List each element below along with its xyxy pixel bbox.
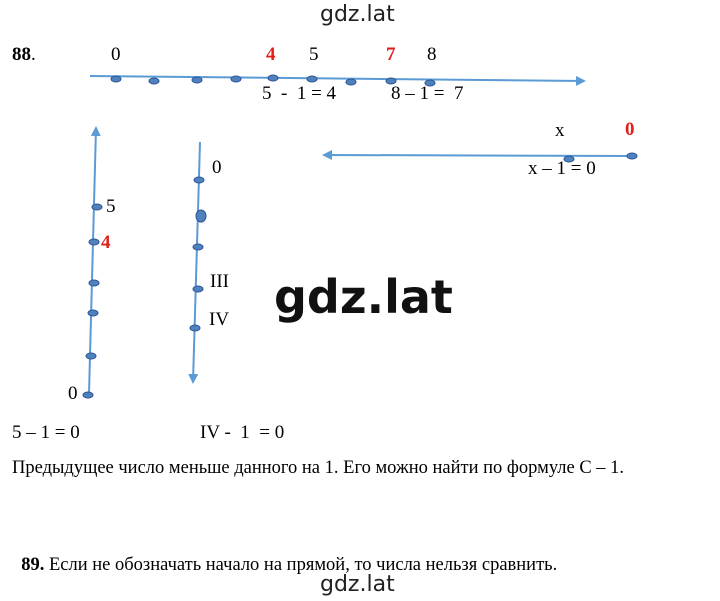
vertical-left-dot — [89, 239, 99, 245]
vertical-left-label-0: 0 — [68, 383, 78, 404]
vertical-right-label-0: 0 — [212, 157, 222, 178]
horizontal-dot — [111, 76, 121, 82]
horizontal-equation-2: 8 – 1 = 7 — [391, 83, 464, 104]
task-89-number: 89. — [21, 555, 45, 575]
task-88-number: 88. — [12, 44, 36, 65]
watermark-center: gdz.lat — [274, 270, 453, 324]
vertical-right-dot — [194, 177, 204, 183]
vertical-left-label-4: 4 — [101, 232, 111, 253]
reverse-dot — [627, 153, 637, 159]
reverse-label-zero: 0 — [625, 119, 635, 140]
vertical-right-dot — [193, 286, 203, 292]
horizontal-dot — [231, 76, 241, 82]
horizontal-label-5: 5 — [309, 44, 319, 65]
horizontal-dot — [149, 78, 159, 84]
vertical-left-equation: 5 – 1 = 0 — [12, 422, 80, 443]
horizontal-label-0: 0 — [111, 44, 121, 65]
vertical-left-dot — [92, 204, 102, 210]
task-89 — [12, 534, 557, 576]
vertical-right-label-iii: III — [210, 271, 229, 292]
reverse-arrow — [324, 155, 632, 156]
horizontal-arrow — [90, 76, 584, 81]
reverse-label-x: x — [555, 120, 565, 141]
horizontal-dot — [268, 75, 278, 81]
task-89-text: Если не обозначать начало на прямой, то числа нельзя сравнить. — [44, 555, 558, 575]
vertical-right-dot — [196, 210, 206, 222]
horizontal-label-4: 4 — [266, 44, 276, 65]
watermark-top: gdz.lat — [320, 2, 395, 27]
horizontal-label-8: 8 — [427, 44, 437, 65]
horizontal-dot — [346, 79, 356, 85]
horizontal-equation-1: 5 - 1 = 4 — [262, 83, 337, 104]
watermark-bottom: gdz.lat — [320, 572, 395, 597]
horizontal-dot — [307, 76, 317, 82]
vertical-left-dot — [83, 392, 93, 398]
vertical-left-dot — [86, 353, 96, 359]
horizontal-dot — [192, 77, 202, 83]
vertical-left-dot — [89, 280, 99, 286]
vertical-right-label-iv: IV — [209, 309, 230, 330]
vertical-left-dot — [88, 310, 98, 316]
reverse-equation: x – 1 = 0 — [528, 158, 596, 179]
vertical-left-label-5: 5 — [106, 196, 116, 217]
vertical-right-dot — [193, 244, 203, 250]
vertical-right-dot — [190, 325, 200, 331]
vertical-right-equation: IV - 1 = 0 — [200, 422, 285, 443]
horizontal-label-7: 7 — [386, 44, 396, 65]
task-88-conclusion: Предыдущее число меньше данного на 1. Его можно найти по формуле С – 1. — [12, 458, 625, 478]
